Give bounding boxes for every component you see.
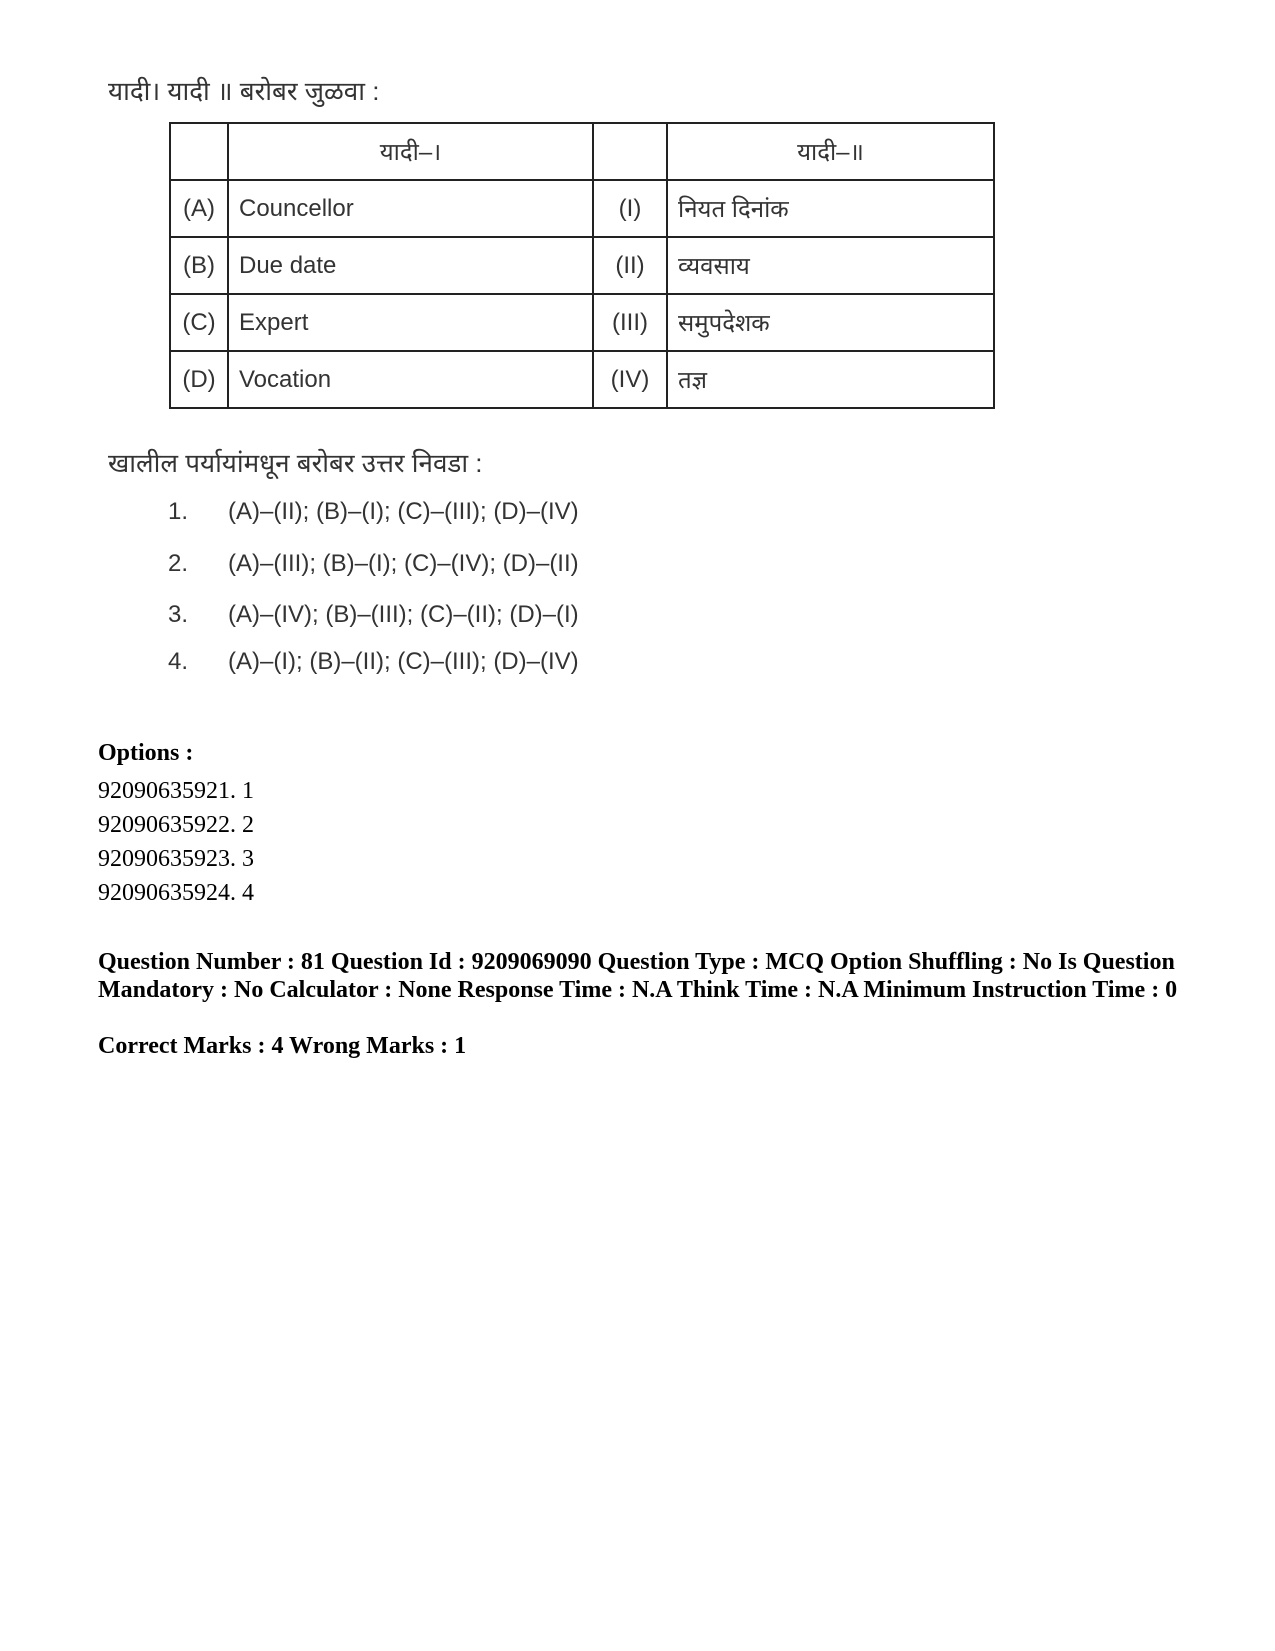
row-num: (III) xyxy=(593,294,667,351)
row-match: तज्ञ xyxy=(667,351,994,408)
table-row xyxy=(170,294,994,351)
choose-prompt: खालील पर्यायांमधून बरोबर उत्तर निवडा : xyxy=(108,448,483,478)
table-cell xyxy=(593,123,667,180)
marks-line: Correct Marks : 4 Wrong Marks : 1 xyxy=(98,1033,467,1059)
answer-text: (A)–(I); (B)–(II); (C)–(III); (D)–(IV) xyxy=(228,648,579,675)
list-2-header: यादी–॥ xyxy=(667,123,994,180)
row-item: Expert xyxy=(228,294,593,351)
table-header-row xyxy=(170,123,994,180)
row-match: समुपदेशक xyxy=(667,294,994,351)
row-item: Councellor xyxy=(228,180,593,237)
row-key: (B) xyxy=(170,237,228,294)
option-item: 92090635924. 4 xyxy=(98,880,254,906)
table-row xyxy=(170,351,994,408)
option-item: 92090635922. 2 xyxy=(98,812,254,838)
list-1-header: यादी–। xyxy=(228,123,593,180)
option-item: 92090635921. 1 xyxy=(98,778,254,804)
question-details: Question Number : 81 Question Id : 9209069090 Question Type : MCQ Option Shuffling : No Is Question Mandatory : No Calculator : None Response Time : N.A Think Time : N.A Minimum Instruction Time : 0 xyxy=(98,949,1178,1003)
answer-text: (A)–(III); (B)–(I); (C)–(IV); (D)–(II) xyxy=(228,550,579,577)
row-num: (I) xyxy=(593,180,667,237)
row-match: व्यवसाय xyxy=(667,237,994,294)
row-key: (A) xyxy=(170,180,228,237)
row-key: (D) xyxy=(170,351,228,408)
answer-text: (A)–(IV); (B)–(III); (C)–(II); (D)–(I) xyxy=(228,601,579,628)
answer-number: 4. xyxy=(168,648,189,675)
match-table xyxy=(169,122,995,409)
table-row xyxy=(170,180,994,237)
question-heading: यादी। यादी ॥ बरोबर जुळवा : xyxy=(108,76,380,106)
table-cell xyxy=(170,123,228,180)
answer-number: 2. xyxy=(168,550,189,577)
answer-number: 3. xyxy=(168,601,189,628)
row-item: Vocation xyxy=(228,351,593,408)
row-key: (C) xyxy=(170,294,228,351)
answer-text: (A)–(II); (B)–(I); (C)–(III); (D)–(IV) xyxy=(228,498,579,525)
row-num: (II) xyxy=(593,237,667,294)
options-block xyxy=(98,740,254,910)
table-row xyxy=(170,237,994,294)
answer-number: 1. xyxy=(168,498,189,525)
option-item: 92090635923. 3 xyxy=(98,846,254,872)
row-num: (IV) xyxy=(593,351,667,408)
row-item: Due date xyxy=(228,237,593,294)
options-title: Options : xyxy=(98,740,194,766)
row-match: नियत दिनांक xyxy=(667,180,994,237)
